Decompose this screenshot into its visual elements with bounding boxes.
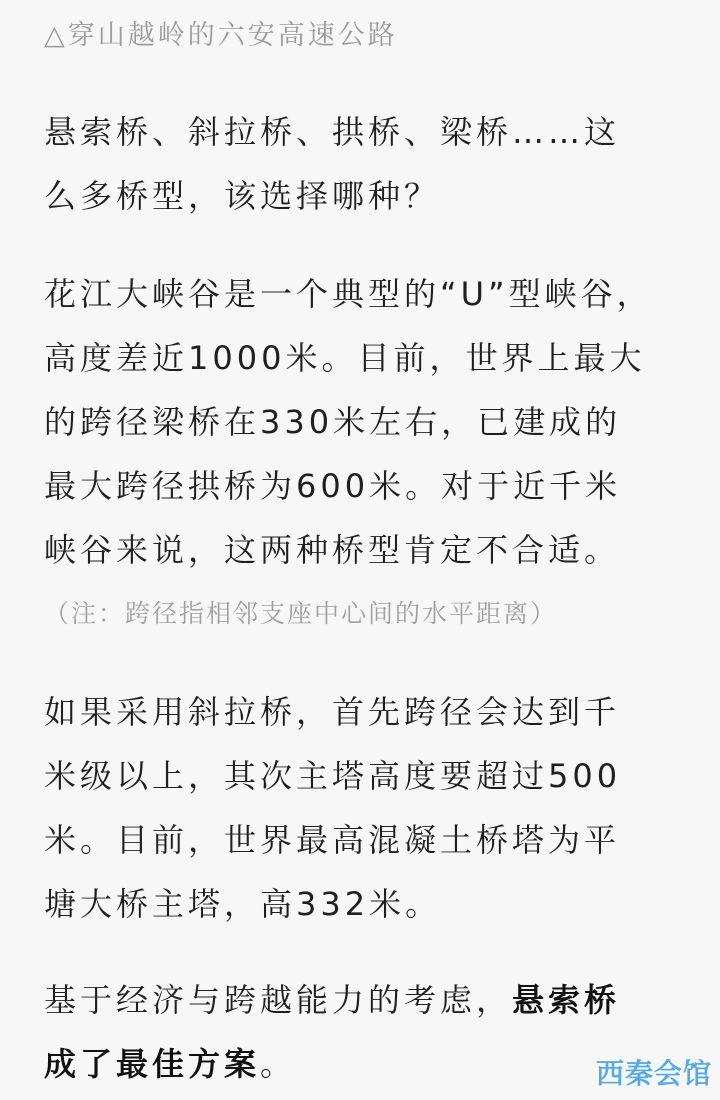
conclusion-text: 基于经济与跨越能力的考虑， — [44, 981, 513, 1019]
conclusion-emphasis: 悬索桥 — [512, 981, 621, 1019]
paragraph-line: 峡谷来说，这两种桥型肯定不合适。 — [44, 531, 621, 569]
paragraph-line: 米级以上，其次主塔高度要超过500 — [44, 757, 622, 795]
paragraph-line: 花江大峡谷是一个典型的“U”型峡谷， — [44, 275, 653, 313]
paragraph-line — [44, 1032, 684, 1096]
paragraph-bridge-types — [44, 100, 684, 228]
paragraph-line — [44, 968, 684, 1032]
paragraph-line: 米。目前，世界最高混凝土桥塔为平 — [44, 821, 621, 859]
paragraph-line: 么多桥型，该选择哪种？ — [44, 177, 441, 215]
paragraph-line: 悬索桥、斜拉桥、拱桥、梁桥……这 — [44, 113, 621, 151]
paragraph-line: 如果采用斜拉桥，首先跨径会达到千 — [44, 693, 621, 731]
paragraph-conclusion — [44, 968, 684, 1096]
watermark-logo: 西秦会馆 — [595, 1057, 712, 1090]
conclusion-emphasis: 成了最佳方案 — [44, 1045, 261, 1083]
paragraph-cable-stayed — [44, 680, 684, 936]
paragraph-line: 最大跨径拱桥为600米。对于近千米 — [44, 467, 622, 505]
paragraph-canyon — [44, 262, 684, 582]
paragraph-line: 的跨径梁桥在330米左右，已建成的 — [44, 403, 622, 441]
paragraph-line: 高度差近1000米。目前，世界上最大 — [44, 339, 646, 377]
span-definition-note: （注：跨径指相邻支座中心间的水平距离） — [44, 599, 558, 628]
paragraph-line: 塘大桥主塔，高332米。 — [44, 885, 442, 923]
conclusion-period: 。 — [260, 1045, 297, 1083]
image-caption: △穿山越岭的六安高速公路 — [44, 20, 398, 51]
